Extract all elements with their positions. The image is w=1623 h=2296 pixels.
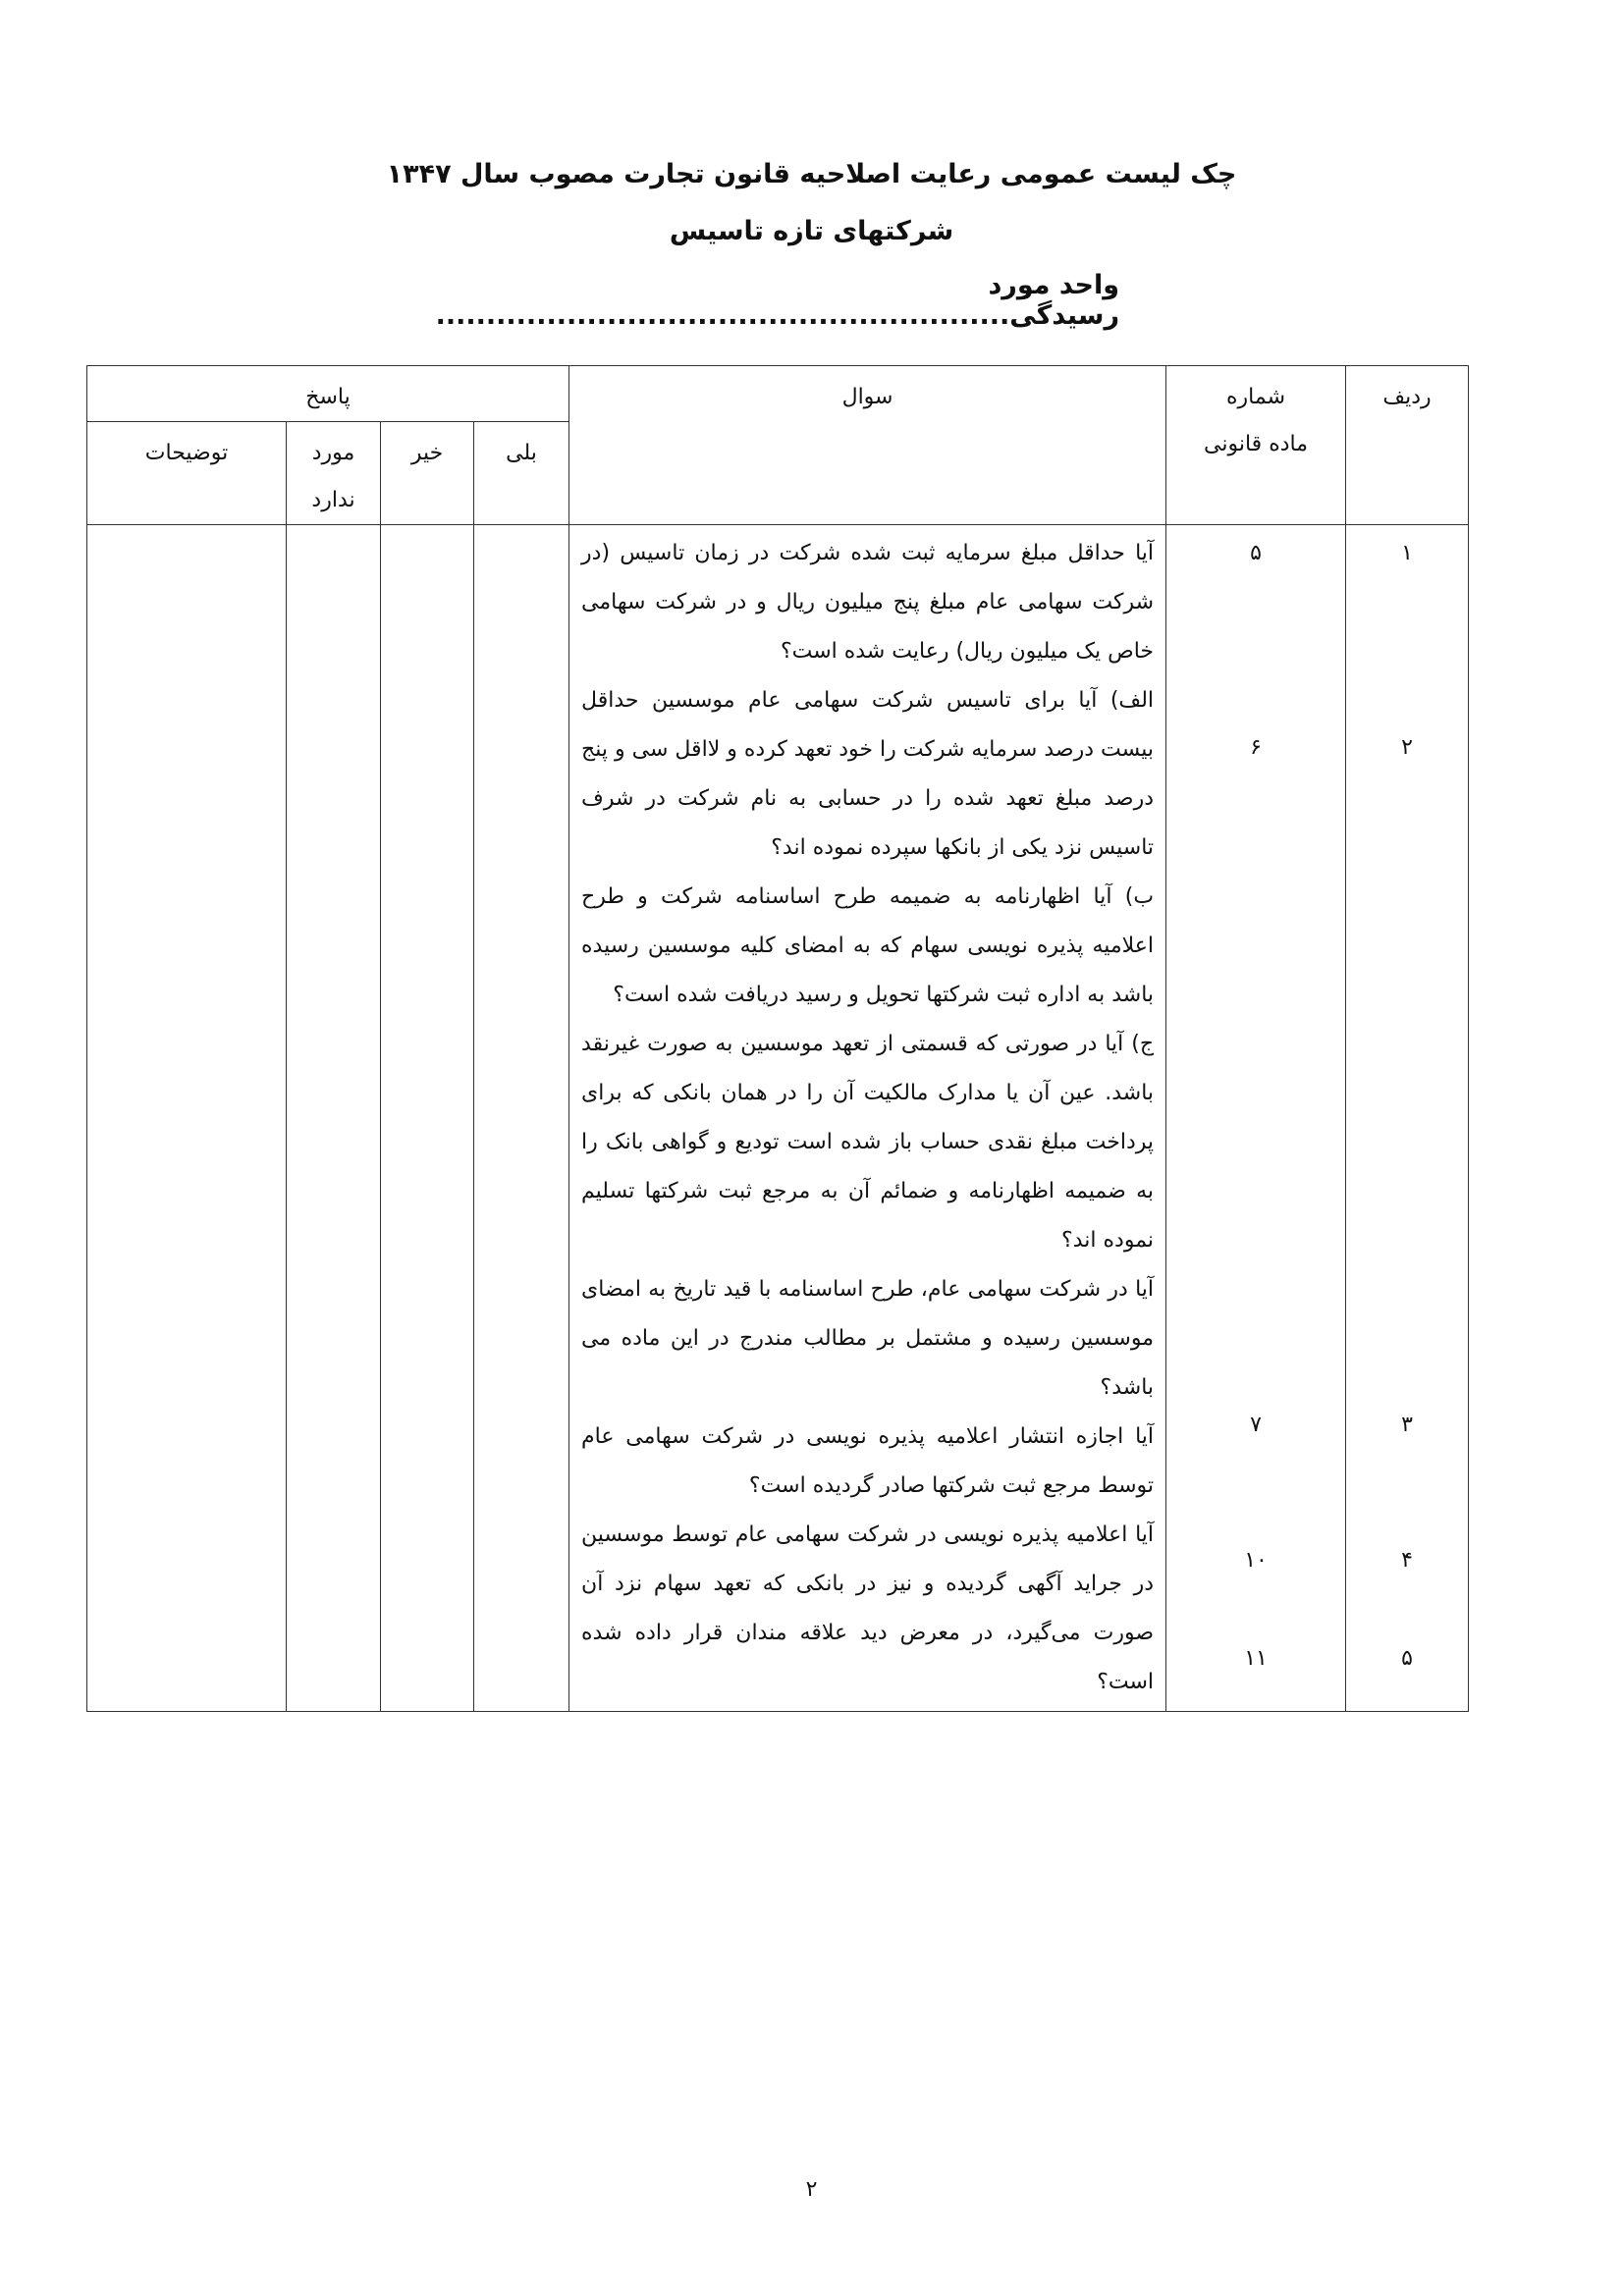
header-no: خیر <box>381 422 474 525</box>
header-article-number: شماره ماده قانونی <box>1166 366 1346 525</box>
table-body-row <box>87 525 1469 1712</box>
checklist-table <box>86 365 1469 1712</box>
question-column <box>569 525 1166 1712</box>
yes-answer-cell[interactable] <box>474 525 569 1712</box>
header-comments: توضیحات <box>87 422 287 525</box>
header-yes: بلی <box>474 422 569 525</box>
audited-unit-label: واحد مورد رسیدگی......................................................... <box>435 270 1119 331</box>
question-text: آیا اجازه انتشار اعلامیه پذیره نویسی در شرکت سهامی عام توسط مرجع ثبت شرکتها صادر گردیده است؟ <box>581 1424 1155 1498</box>
page-number: ۲ <box>805 2177 818 2202</box>
question-text: آیا حداقل مبلغ سرمایه ثبت شده شرکت در زمان تاسیس (در شرکت سهامی عام مبلغ پنج میلیون ریال و در شرکت سهامی خاص یک میلیون ریال) رعایت شده است؟ <box>581 541 1155 664</box>
header-row-number: ردیف <box>1346 366 1469 525</box>
question-text: آیا در شرکت سهامی عام، طرح اساسنامه با قید تاریخ به امضای موسسین رسیده و مشتمل بر مطالب مندرج در این ماده می باشد؟ <box>581 1277 1155 1400</box>
header-not-applicable: مورد ندارد <box>287 422 381 525</box>
no-answer-cell[interactable] <box>381 525 474 1712</box>
not-applicable-answer-cell[interactable] <box>287 525 381 1712</box>
question-text: ب) آیا اظهارنامه به ضمیمه طرح اساسنامه شرکت و طرح اعلامیه پذیره نویسی سهام که به امضای کلیه موسسین رسیده باشد به اداره ثبت شرکتها تحویل و رسید دریافت شده است؟ <box>581 884 1155 1007</box>
question-text: آیا اعلامیه پذیره نویسی در شرکت سهامی عام توسط موسسین در جراید آگهی گردیده و نیز در بانکی که تعهد سهام نزد آن صورت می‌گیرد، در معرض دید علاقه مندان قرار داده شده است؟ <box>581 1522 1155 1694</box>
comments-cell[interactable] <box>87 525 287 1712</box>
page-title: چک لیست عمومی رعایت اصلاحیه قانون تجارت مصوب سال ۱۳۴۷ <box>386 159 1237 189</box>
header-question: سوال <box>569 366 1166 525</box>
row-number-column: ۱ ۲ ۳ ۴ ۵ <box>1346 525 1469 1712</box>
question-text: الف) آیا برای تاسیس شرکت سهامی عام موسسین حداقل بیست درصد سرمایه شرکت را خود تعهد کرده و لااقل سی و پنج درصد مبلغ تعهد شده را در حسابی به نام شرکت در شرف تاسیس نزد یکی از بانکها سپرده نموده اند؟ <box>581 688 1155 860</box>
question-text: ج) آیا در صورتی که قسمتی از تعهد موسسین به صورت غیرنقد باشد. عین آن یا مدارک مالکیت آن را در همان بانکی که برای پرداخت مبلغ نقدی حساب باز شده است تودیع و گواهی بانک را به ضمیمه اظهارنامه و ضمائم آن به مرجع ثبت شرکتها تسلیم نموده اند؟ <box>581 1032 1155 1253</box>
article-number-column: ۵ ۶ ۷ ۱۰ ۱۱ <box>1166 525 1346 1712</box>
header-answer-group: پاسخ <box>87 366 569 422</box>
page-subtitle: شرکتهای تازه تاسیس <box>669 216 954 246</box>
